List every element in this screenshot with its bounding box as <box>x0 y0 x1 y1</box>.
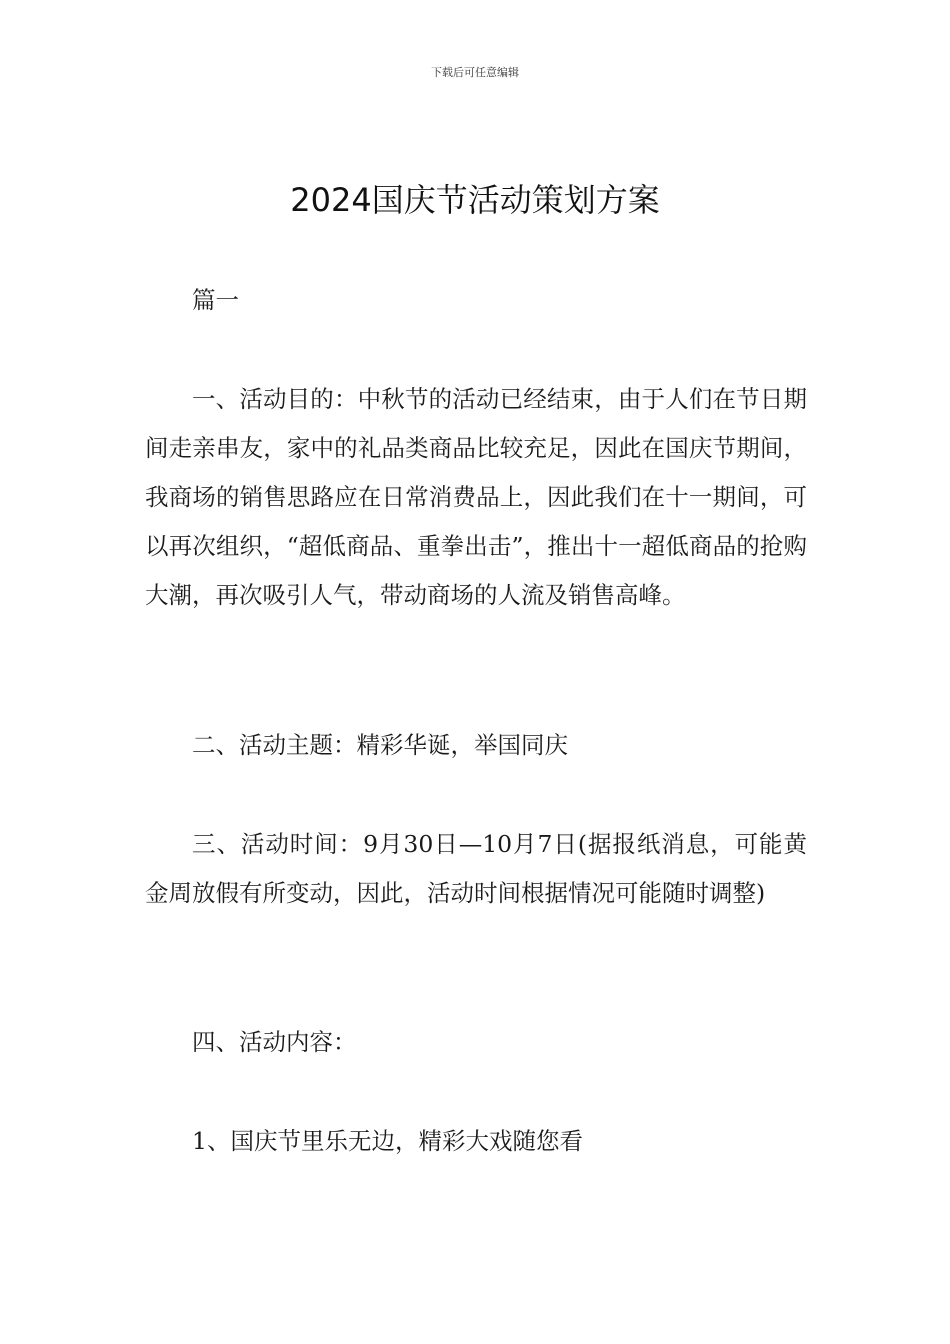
document-title: 2024国庆节活动策划方案 <box>290 181 660 219</box>
paragraph-time: 三、活动时间：9月30日—10月7日(据报纸消息，可能黄金周放假有所变动，因此，活动时间根据情况可能随时调整) <box>145 830 807 907</box>
paragraph-content-heading: 四、活动内容： <box>192 1028 357 1056</box>
paragraph-item-1: 1、国庆节里乐无边，精彩大戏随您看 <box>192 1127 583 1155</box>
section-label: 篇一 <box>192 286 239 314</box>
paragraph-purpose: 一、活动目的：中秋节的活动已经结束，由于人们在节日期间走亲串友，家中的礼品类商品比较充足，因此在国庆节期间，我商场的销售思路应在日常消费品上，因此我们在十一期间，可以再次组织，“超低商品、重拳出击”，推出十一超低商品的抢购大潮，再次吸引人气，带动商场的人流及销售高峰。 <box>145 385 807 609</box>
paragraph-theme: 二、活动主题：精彩华诞，举国同庆 <box>192 731 568 759</box>
header-note: 下载后可任意编辑 <box>431 66 519 79</box>
